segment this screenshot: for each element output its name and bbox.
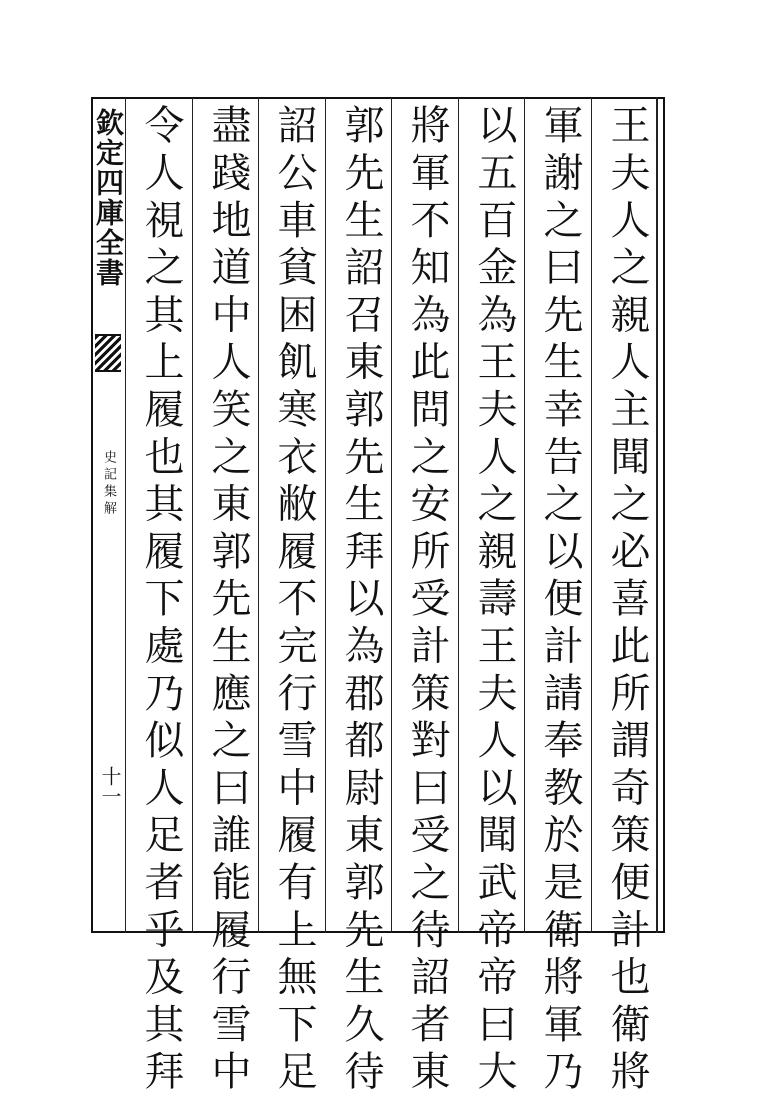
column-divider	[258, 97, 259, 933]
column-divider	[192, 97, 193, 933]
text-column-3: 以五百金為王夫人之親壽王夫人以聞武帝帝曰大	[471, 104, 517, 1097]
text-column-8: 令人視之其上履也其履下處乃似人足者乎及其拜	[138, 104, 184, 1097]
book-subtitle: 史記集解	[101, 450, 116, 518]
text-column-6: 詔公車貧困飢寒衣敝履不完行雪中履有上無下足	[271, 104, 317, 1097]
column-divider	[591, 97, 592, 933]
text-column-2: 軍謝之曰先生幸告之以便計請奉教於是衛將軍乃	[537, 104, 583, 1097]
page-number: 十一	[98, 766, 122, 806]
fish-tail-marker	[95, 334, 121, 372]
text-column-7: 盡踐地道中人笑之東郭先生應之曰誰能履行雪中	[205, 104, 251, 1097]
text-column-4: 將軍不知為此問之安所受計策對曰受之待詔者東	[404, 104, 450, 1097]
column-divider	[524, 97, 525, 933]
book-title: 欽定四庫全書	[92, 108, 125, 288]
column-divider	[458, 97, 459, 933]
text-column-1: 王夫人之親人主聞之必喜此所謂奇策便計也衛將	[604, 104, 650, 1097]
column-divider	[125, 97, 126, 933]
column-divider	[391, 97, 392, 933]
column-divider	[325, 97, 326, 933]
text-column-5: 郭先生詔召東郭先生拜以為郡都尉東郭先生久待	[338, 104, 384, 1097]
